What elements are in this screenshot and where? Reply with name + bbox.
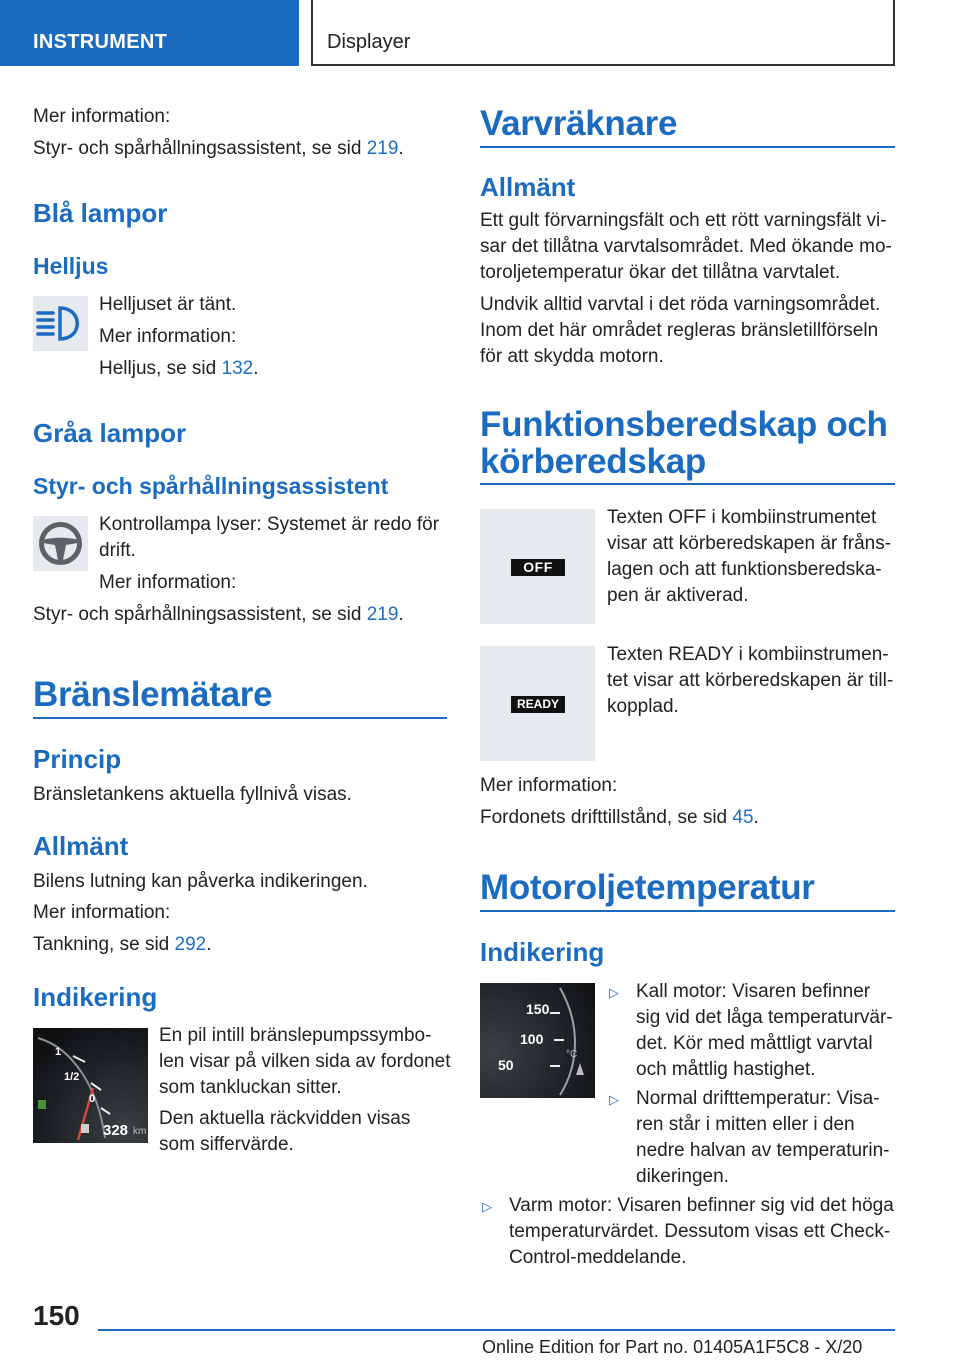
general-ref: Tankning, se sid 292. [33,934,212,955]
tach-text-3: toroljetemperatur ökar det tillåtna varvtalet. [480,262,841,283]
oil-label-50: 50 [498,1057,514,1073]
ready-ref: Fordonets drifttillstånd, se sid 45. [480,807,759,828]
page-link-132[interactable]: 132 [221,358,254,379]
gauge-label-half: 1/2 [64,1071,80,1083]
indication-text-3: som tankluckan sitter. [159,1077,342,1098]
general-heading: Allmänt [33,831,129,861]
oil-unit: °C [566,1049,578,1060]
range-value: 328 [103,1122,129,1139]
steering-assist-heading: Styr- och spårhållningsassistent [33,473,389,499]
oil-label-150: 150 [526,1001,550,1017]
steering-text-1: Kontrollampa lyser: Systemet är redo för [99,514,440,535]
range-unit: km [133,1126,147,1137]
tach-text-6: för att skydda motorn. [480,346,664,367]
bullet-1-line-1: Kall motor: Visaren befinner [636,981,871,1002]
page-number: 150 [33,1300,80,1331]
readiness-heading-line-1: Funktionsberedskap och [480,405,888,444]
footer-rule [98,1329,895,1331]
indication-text-1: En pil intill bränslepumpssymbo- [159,1025,432,1046]
fuel-gauge-heading: Bränslemätare [33,675,273,714]
off-text-4: pen är aktiverad. [607,585,749,606]
principle-heading: Princip [33,744,122,774]
highbeam-more: Mer information: [99,326,237,347]
bullet-triangle-icon: ▷ [482,1199,492,1214]
high-beam-icon [33,296,88,351]
general-more: Mer information: [33,902,171,923]
steering-wheel-icon [33,516,88,571]
tach-text-4: Undvik alltid varvtal i det röda varningsområdet. [480,294,881,315]
ready-indicator-image [480,646,595,761]
fuel-gauge-image [33,1028,148,1143]
page-link-219-b[interactable]: 219 [366,604,399,625]
tach-text-5: Inom det här området regleras bränsletillförseln [480,320,879,341]
readiness-heading-line-2: körberedskap [480,442,706,481]
chapter-title: Displayer [327,31,411,53]
principle-text: Bränsletankens aktuella fyllnivå visas. [33,784,352,805]
bullet-triangle-icon: ▷ [609,985,619,1000]
bullet-2-line-4: dikeringen. [636,1166,729,1187]
ready-more: Mer information: [480,775,618,796]
ready-text-3: kopplad. [607,696,679,717]
bullet-2-line-2: ren står i mitten eller i den [636,1114,855,1135]
page-link-219[interactable]: 219 [366,138,399,159]
tachometer-heading: Varvräknare [480,104,678,143]
off-label: OFF [511,559,565,576]
section-rule [480,146,895,148]
section-title: INSTRUMENT [33,31,168,53]
off-text-2: visar att körberedskapen är fråns- [607,533,892,554]
bullet-3-line-1: Varm motor: Visaren befinner sig vid det höga [509,1195,894,1216]
gray-lamps-heading: Gråa lampor [33,418,187,448]
bullet-2-line-3: nedre halvan av temperaturin- [636,1140,890,1161]
section-rule [33,717,447,719]
bullet-1-line-2: sig vid det låga temperaturvär- [636,1007,893,1028]
gauge-label-full: 1 [55,1046,62,1058]
oil-label-100: 100 [520,1031,544,1047]
chapter-tab [311,0,895,66]
highbeam-heading: Helljus [33,253,109,279]
off-indicator-image [480,509,595,624]
section-rule [480,483,895,485]
intro-ref: Styr- och spårhållningsassistent, se sid 219. [33,138,404,159]
steering-more: Mer information: [99,572,237,593]
ready-text-1: Texten READY i kombiinstrumen- [607,644,889,665]
tach-text-1: Ett gult förvarningsfält och ett rött varningsfält vi- [480,210,887,231]
indication-heading: Indikering [33,982,158,1012]
bullet-triangle-icon: ▷ [609,1092,619,1107]
steering-ref: Styr- och spårhållningsassistent, se sid 219. [33,604,404,625]
section-rule [480,910,895,912]
highbeam-ref: Helljus, se sid 132. [99,358,259,379]
edition-footer: Online Edition for Part no. 01405A1F5C8 - X/20 [482,1337,863,1357]
bullet-2-line-1: Normal drifttemperatur: Visa- [636,1088,880,1109]
bullet-1-line-4: och måttlig hastighet. [636,1059,816,1080]
bullet-3-line-3: Control-meddelande. [509,1247,687,1268]
steering-text-2: drift. [99,540,136,561]
tach-text-2: sar det tillåtna varvtalsområdet. Med ökande mo- [480,236,892,257]
gauge-label-empty: 0 [89,1093,96,1105]
oil-indication-heading: Indikering [480,937,605,967]
section-tab [0,0,299,66]
bullet-3-line-2: temperaturvärdet. Dessutom visas ett Check- [509,1221,891,1242]
blue-lamps-heading: Blå lampor [33,198,168,228]
off-text-1: Texten OFF i kombiinstrumentet [607,507,877,528]
page-link-45[interactable]: 45 [732,807,754,828]
page-link-292[interactable]: 292 [174,934,207,955]
tach-general-heading: Allmänt [480,172,576,202]
indication-text-2: len visar på vilken sida av fordonet [159,1051,451,1072]
off-text-3: lagen och att funktionsberedska- [607,559,882,580]
indication-text-5: som siffervärde. [159,1134,294,1155]
oil-temperature-gauge-image [480,983,595,1098]
indication-text-4: Den aktuella räckvidden visas [159,1108,411,1129]
oil-temp-heading: Motoroljetemperatur [480,868,815,907]
general-text: Bilens lutning kan påverka indikeringen. [33,871,368,892]
bullet-1-line-3: det. Kör med måttligt varvtal [636,1033,873,1054]
intro-more: Mer information: [33,106,171,127]
highbeam-text: Helljuset är tänt. [99,294,237,315]
ready-label: READY [511,696,565,713]
ready-text-2: tet visar att körberedskapen är till- [607,670,894,691]
